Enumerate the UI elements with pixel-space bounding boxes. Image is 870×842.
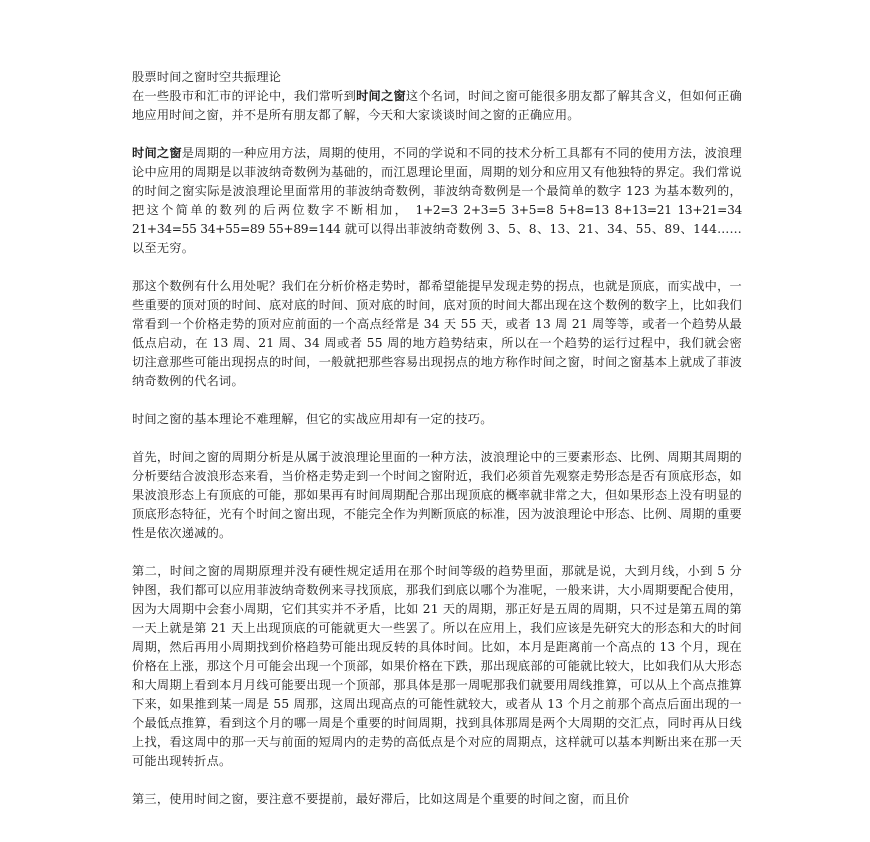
body-paragraph: 首先，时间之窗的周期分析是从属于波浪理论里面的一种方法，波浪理论中的三要素形态、比例、周期其周期的分析要结合波浪形态来看，当价格走势走到一个时间之窗附近，我们必须首先观察走势形态是否有顶底形态，如果波浪形态上有顶底的可能，那如果再有时间周期配合那出现顶底的概率就非常之大，但如果形态上没有明显的顶底形态特征，光有个时间之窗出现，不能完全作为判断顶底的标准，因为波浪理论中形态、比例、周期的重要性是依次递减的。	[132, 450, 742, 540]
body-paragraph: 那这个数例有什么用处呢？我们在分析价格走势时，都希望能提早发现走势的拐点，也就是顶底，而实战中，一些重要的顶对顶的时间、底对底的时间、顶对底的时间，底对顶的时间大都出现在这个数例的数字上，比如我们常看到一个价格走势的顶对应前面的一个高点经常是 34 天 55 天，或者 13 周 21 周等等，或者一个趋势从最低点启动，在 13 周、21 周、34 周或者 55 周的地方趋势结束，所以在一个趋势的运行过程中，我们就会密切注意那些可能出现拐点的时间，一般就把那些容易出现拐点的地方称作时间之窗，时间之窗基本上就成了菲波纳奇数例的代名词。	[132, 279, 742, 388]
document-page	[132, 68, 742, 842]
definition-text: 是周期的一种应用方法，周期的使用，不同的学说和不同的技术分析工具都有不同的使用方法，波浪理论中应用的周期是以菲波纳奇数例为基础的，而江恩理论里面，周期的划分和应用又有他独特的界定。我们常说的时间之窗实际是波浪理论里面常用的菲波纳奇数例，菲波纳奇数例是一个最简单的数字 123 为基本数列的，把这个简单的数列的后两位数字不断相加，	[132, 146, 742, 217]
fibonacci-sequence: 1+2=3 2+3=5 3+5=8 5+8=13 8+13=21 13+21=34 21+34=55 34+55=89 55+89=144	[132, 203, 742, 236]
body-paragraph: 第二，时间之窗的周期原理并没有硬性规定适用在那个时间等级的趋势里面，那就是说，大到月线，小到 5 分钟图，我们都可以应用菲波纳奇数例来寻找顶底，那我们到底以哪个为准呢，一般来讲，大小周期要配合使用，因为大周期中会套小周期，它们其实并不矛盾，比如 21 天的周期，那正好是五周的周期，只不过是第五周的第一天上就是第 21 天上出现顶底的可能就更大一些罢了。所以在应用上，我们应该是先研究大的形态和大的时间周期，然后再用小周期找到价格趋势可能出现反转的具体时间。比如，本月是距离前一个高点的 13 个月，现在价格在上涨，那这个月可能会出现一个顶部，如果价格在下跌，那出现底部的可能就比较大，比如我们从大形态和大周期上看到本月月线可能要出现一个顶部，那具体是那一周呢那我们就要用周线推算，可以从上个高点推算下来，如果推到某一周是 55 周那，这周出现高点的可能性就较大，或者从 13 个月之前那个高点后面出现的一个最低点推算，看到这个月的哪一周是个重要的时间周期，找到具体那周是两个大周期的交汇点，同时再从日线上找，看这周中的那一天与前面的短周内的走势的高低点是个对应的周期点，这样就可以基本判断出来在那一天可能出现转折点。	[132, 564, 742, 768]
definition-keyword: 时间之窗	[132, 146, 182, 160]
intro-paragraph	[132, 87, 742, 125]
intro-text-start: 在一些股市和汇市的评论中，我们常听到	[132, 89, 357, 103]
definition-paragraph	[132, 144, 742, 258]
document-title: 股票时间之窗时空共振理论	[132, 70, 282, 84]
definition-result: 就可以得出菲波纳奇数例 3、5、8、13、21、34、55、89、144…… 以至无穷。	[132, 222, 742, 255]
intro-keyword: 时间之窗	[356, 89, 406, 103]
intro-text-end: 这个名词，时间之窗可能很多朋友都了解其含义，但如何正确地应用时间之窗，并不是所有朋友都了解，今天和大家谈谈时间之窗的正确应用。	[132, 89, 742, 122]
body-paragraph: 第三，使用时间之窗，要注意不要提前，最好滞后，比如这周是个重要的时间之窗，而且价	[132, 792, 630, 806]
body-paragraph: 时间之窗的基本理论不难理解，但它的实战应用却有一定的技巧。	[132, 412, 493, 426]
